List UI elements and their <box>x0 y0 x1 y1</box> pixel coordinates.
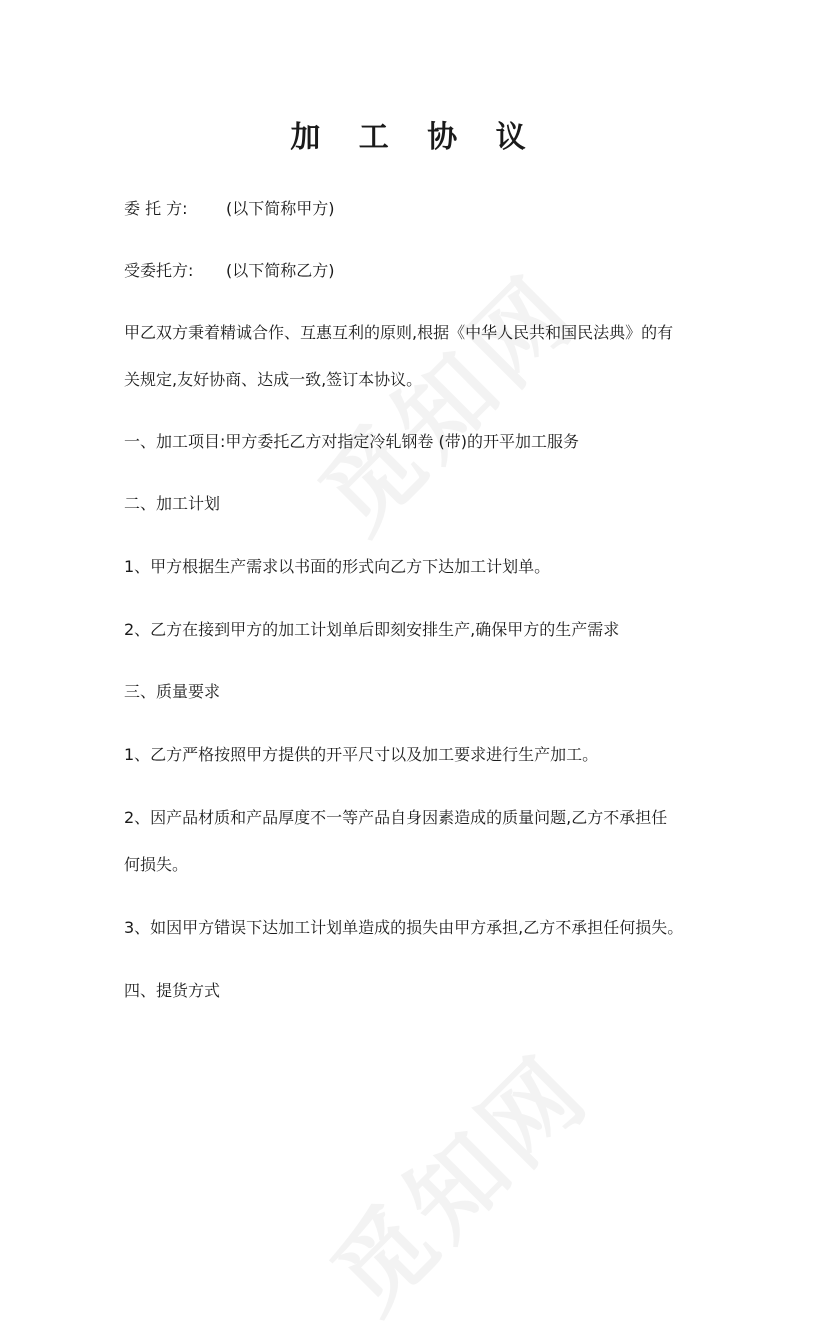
section-3-item-1: 1、乙方严格按照甲方提供的开平尺寸以及加工要求进行生产加工。 <box>124 745 599 764</box>
section-3-heading: 三、质量要求 <box>124 682 221 701</box>
party-a-note: (以下简称甲方) <box>226 199 335 218</box>
section-1-heading: 一、加工项目:甲方委托乙方对指定冷轧钢卷 (带)的开平加工服务 <box>124 432 579 451</box>
party-b-line <box>124 261 724 281</box>
watermark-bottom <box>297 1020 614 1337</box>
section-2-item-1: 1、甲方根据生产需求以书面的形式向乙方下达加工计划单。 <box>124 557 551 576</box>
section-3-item-2-line-1: 2、因产品材质和产品厚度不一等产品自身因素造成的质量问题,乙方不承担任 <box>124 808 668 827</box>
intro-line-2: 关规定,友好协商、达成一致,签订本协议。 <box>124 370 423 389</box>
section-4-heading: 四、提货方式 <box>124 981 221 1000</box>
section-2-heading: 二、加工计划 <box>124 494 221 513</box>
section-3-item-2-line-2: 何损失。 <box>124 855 189 874</box>
party-a-label: 委 托 方: <box>124 199 188 218</box>
intro-line-1: 甲乙双方秉着精诚合作、互惠互利的原则,根据《中华人民共和国民法典》的有 <box>124 323 674 342</box>
document-title: 加 工 协 议 <box>290 120 540 155</box>
party-b-note: (以下简称乙方) <box>226 261 335 280</box>
section-3-item-3: 3、如因甲方错误下达加工计划单造成的损失由甲方承担,乙方不承担任何损失。 <box>124 918 684 937</box>
party-a-line <box>124 199 724 219</box>
section-2-item-2: 2、乙方在接到甲方的加工计划单后即刻安排生产,确保甲方的生产需求 <box>124 620 620 639</box>
party-b-label: 受委托方: <box>124 261 194 280</box>
